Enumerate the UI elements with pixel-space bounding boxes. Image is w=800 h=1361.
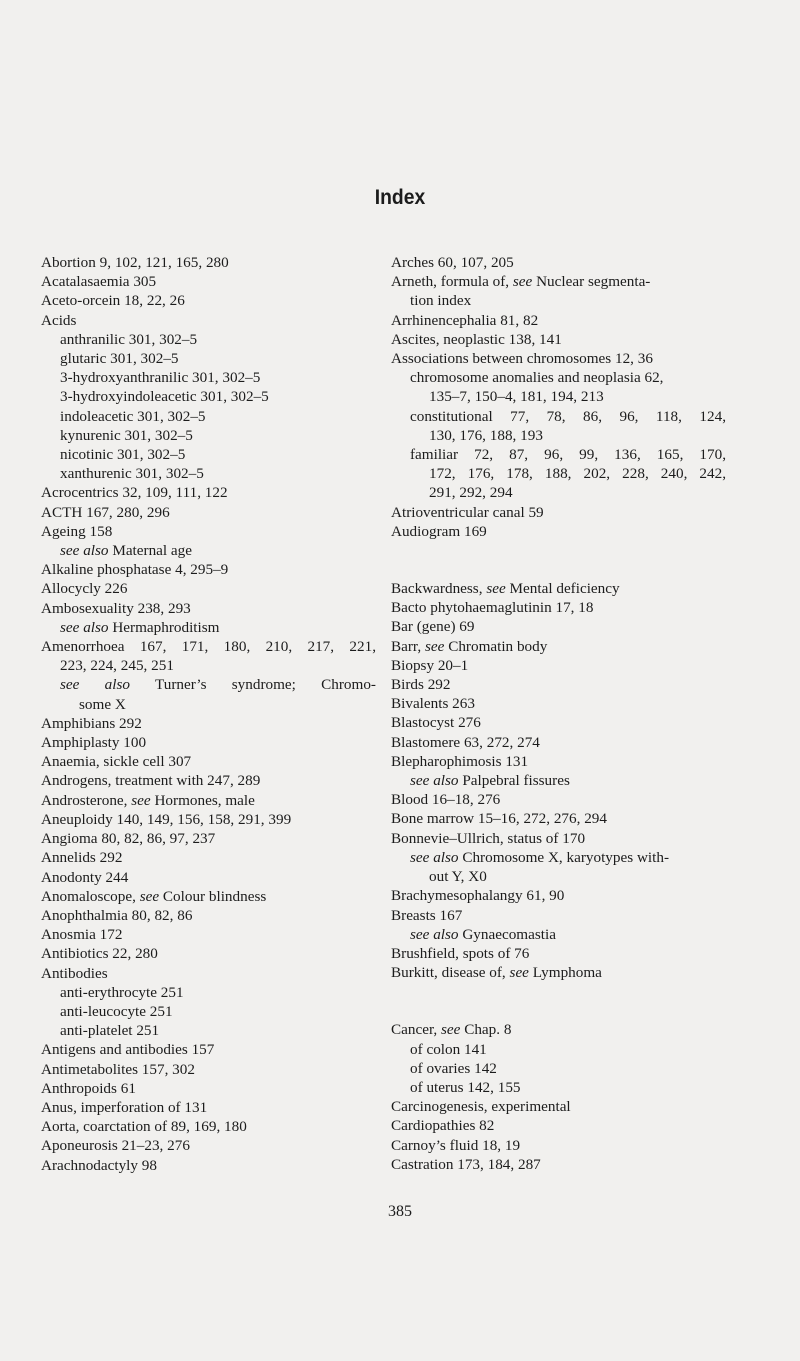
- entry-text: Anthropoids 61: [41, 1079, 136, 1097]
- index-column-left: [41, 253, 376, 1175]
- index-entry: [391, 809, 726, 828]
- index-entry: [41, 483, 376, 502]
- entry-heading: Arneth, formula of,: [391, 273, 513, 291]
- entry-text: Turner’s syndrome; Chromo-: [130, 676, 376, 694]
- entry-heading: Anomaloscope,: [41, 887, 140, 905]
- index-subentry: [41, 387, 376, 406]
- entry-text: Gynaecomastia: [458, 925, 556, 943]
- entry-text: Arrhinencephalia 81, 82: [391, 311, 539, 329]
- entry-heading: Barr,: [391, 637, 425, 655]
- entry-text: out Y, X0: [429, 868, 487, 886]
- entry-text: Chap. 8: [460, 1021, 512, 1039]
- index-entry: [41, 560, 376, 579]
- index-subentry: [41, 1021, 376, 1040]
- index-entry: [41, 868, 376, 887]
- entry-text: 135–7, 150–4, 181, 194, 213: [429, 388, 604, 406]
- entry-text: some X: [79, 695, 126, 713]
- see-reference: see also: [60, 676, 130, 694]
- entry-text: xanthurenic 301, 302–5: [60, 465, 204, 483]
- index-subentry: [41, 618, 376, 637]
- index-subentry: [391, 925, 726, 944]
- index-entry: [41, 906, 376, 925]
- index-entry: [391, 944, 726, 963]
- index-subentry: [41, 1002, 376, 1021]
- index-subentry: [41, 541, 376, 560]
- index-entry: [41, 272, 376, 291]
- index-subentry: [391, 368, 726, 387]
- index-entry: [41, 253, 376, 272]
- entry-heading: Cancer,: [391, 1021, 441, 1039]
- entry-text: Aorta, coarctation of 89, 169, 180: [41, 1118, 247, 1136]
- entry-text: Ageing 158: [41, 522, 113, 540]
- index-subentry: [391, 483, 726, 502]
- index-entry: [41, 579, 376, 598]
- entry-heading: Backwardness,: [391, 580, 487, 598]
- see-reference: see: [139, 887, 160, 905]
- index-entry: [391, 1155, 726, 1174]
- see-reference: see: [509, 964, 529, 982]
- entry-text: Brushfield, spots of 76: [391, 944, 530, 962]
- index-entry: [391, 1097, 726, 1116]
- index-subentry: [41, 407, 376, 426]
- index-entry: [391, 579, 726, 598]
- entry-text: Allocycly 226: [41, 580, 128, 598]
- index-entry: [41, 1156, 376, 1175]
- index-subentry: [41, 656, 376, 675]
- index-subentry: [41, 983, 376, 1002]
- entry-heading: Burkitt, disease of,: [391, 964, 510, 982]
- index-entry: [41, 810, 376, 829]
- see-reference: see also: [410, 848, 459, 866]
- entry-text: Acids: [41, 311, 77, 329]
- entry-text: Hermaphroditism: [108, 618, 220, 636]
- entry-text: Anodonty 244: [41, 868, 129, 886]
- entry-text: Bonnevie–Ullrich, status of 170: [391, 829, 586, 847]
- entry-text: of uterus 142, 155: [410, 1078, 521, 1096]
- index-entry: [41, 771, 376, 790]
- entry-text: Anosmia 172: [41, 926, 123, 944]
- section-gap: [391, 982, 726, 1020]
- entry-text: Birds 292: [391, 676, 451, 694]
- index-subentry: [391, 291, 726, 310]
- index-subentry: [391, 848, 726, 867]
- index-subentry: [41, 330, 376, 349]
- index-entry: [391, 733, 726, 752]
- entry-text: Breasts 167: [391, 906, 463, 924]
- entry-text: Carnoy’s fluid 18, 19: [391, 1136, 521, 1154]
- entry-text: familiar 72, 87, 96, 99, 136, 165, 170,: [410, 446, 726, 464]
- index-entry: [391, 311, 726, 330]
- entry-text: Maternal age: [108, 542, 193, 560]
- index-subentry: [391, 1040, 726, 1059]
- entry-text: Annelids 292: [41, 849, 123, 867]
- entry-text: Antigens and antibodies 157: [41, 1041, 215, 1059]
- index-subentry: [391, 445, 726, 464]
- entry-text: Antibodies: [41, 964, 108, 982]
- index-entry: [41, 1136, 376, 1155]
- entry-text: Chromosome X, karyotypes with-: [458, 848, 670, 866]
- index-entry: [41, 522, 376, 541]
- index-entry: [391, 675, 726, 694]
- entry-text: Anaemia, sickle cell 307: [41, 753, 192, 771]
- index-subentry: [391, 464, 726, 483]
- index-entry: [41, 829, 376, 848]
- entry-text: Antimetabolites 157, 302: [41, 1060, 195, 1078]
- entry-text: 172, 176, 178, 188, 202, 228, 240, 242,: [429, 465, 726, 483]
- entry-text: Acrocentrics 32, 109, 111, 122: [41, 484, 228, 502]
- entry-text: Cardiopathies 82: [391, 1117, 495, 1135]
- entry-text: of colon 141: [410, 1040, 487, 1058]
- entry-text: Carcinogenesis, experimental: [391, 1098, 571, 1116]
- entry-text: 3-hydroxyindoleacetic 301, 302–5: [60, 388, 269, 406]
- see-reference: see also: [410, 772, 459, 790]
- index-entry: [391, 790, 726, 809]
- entry-text: kynurenic 301, 302–5: [60, 426, 193, 444]
- entry-text: Biopsy 20–1: [391, 656, 469, 674]
- index-subentry: [41, 368, 376, 387]
- index-entry: [391, 349, 726, 368]
- index-entry: [391, 713, 726, 732]
- entry-text: anti-erythrocyte 251: [60, 983, 184, 1001]
- index-entry: [41, 1117, 376, 1136]
- index-entry: [41, 887, 376, 906]
- index-entry: [391, 253, 726, 272]
- index-entry: [41, 1060, 376, 1079]
- index-subentry: [391, 387, 726, 406]
- entry-text: Acatalasaemia 305: [41, 273, 157, 291]
- entry-text: Amphibians 292: [41, 714, 142, 732]
- entry-text: Associations between chromosomes 12, 36: [391, 350, 653, 368]
- entry-text: Blastomere 63, 272, 274: [391, 733, 540, 751]
- entry-text: constitutional 77, 78, 86, 96, 118, 124,: [410, 407, 726, 425]
- entry-text: 130, 176, 188, 193: [429, 426, 543, 444]
- entry-text: ACTH 167, 280, 296: [41, 503, 170, 521]
- entry-text: Aceto-orcein 18, 22, 26: [41, 292, 185, 310]
- index-entry: [41, 599, 376, 618]
- index-entry: [391, 637, 726, 656]
- index-entry: [41, 1040, 376, 1059]
- index-entry: [391, 1020, 726, 1039]
- entry-text: anti-leucocyte 251: [60, 1002, 173, 1020]
- entry-text: Blastocyst 276: [391, 714, 481, 732]
- index-entry: [41, 291, 376, 310]
- index-entry: [41, 964, 376, 983]
- entry-text: anti-platelet 251: [60, 1022, 160, 1040]
- index-entry: [391, 829, 726, 848]
- entry-text: Amenorrhoea 167, 171, 180, 210, 217, 221,: [41, 638, 376, 656]
- index-entry: [41, 925, 376, 944]
- entry-heading: Androsterone,: [41, 791, 132, 809]
- see-reference: see: [486, 580, 506, 598]
- entry-text: Hormones, male: [150, 791, 255, 809]
- index-subentry: [391, 867, 726, 886]
- section-gap: [391, 541, 726, 579]
- index-entry: [391, 522, 726, 541]
- page-title: Index: [374, 186, 426, 209]
- entry-text: Anus, imperforation of 131: [41, 1098, 208, 1116]
- entry-text: chromosome anomalies and neoplasia 62,: [410, 369, 664, 387]
- index-entry: [41, 733, 376, 752]
- entry-text: Blood 16–18, 276: [391, 791, 501, 809]
- entry-text: nicotinic 301, 302–5: [60, 446, 186, 464]
- entry-text: indoleacetic 301, 302–5: [60, 407, 206, 425]
- index-subentry: [391, 426, 726, 445]
- entry-text: Blepharophimosis 131: [391, 752, 529, 770]
- entry-text: 3-hydroxyanthranilic 301, 302–5: [60, 369, 261, 387]
- index-entry: [391, 656, 726, 675]
- see-reference: see: [512, 273, 533, 291]
- entry-text: Ascites, neoplastic 138, 141: [391, 330, 562, 348]
- index-entry: [391, 330, 726, 349]
- entry-text: Audiogram 169: [391, 522, 487, 540]
- entry-text: Androgens, treatment with 247, 289: [41, 772, 261, 790]
- index-entry: [41, 752, 376, 771]
- entry-text: Mental deficiency: [505, 580, 620, 598]
- index-subentry: [391, 1059, 726, 1078]
- index-subentry: [41, 445, 376, 464]
- entry-text: Bone marrow 15–16, 272, 276, 294: [391, 810, 607, 828]
- index-subentry: [391, 407, 726, 426]
- entry-text: Anophthalmia 80, 82, 86: [41, 906, 193, 924]
- entry-text: Aneuploidy 140, 149, 156, 158, 291, 399: [41, 810, 292, 828]
- entry-text: Chromatin body: [444, 637, 548, 655]
- index-subentry: [391, 771, 726, 790]
- entry-text: Aponeurosis 21–23, 276: [41, 1137, 190, 1155]
- see-reference: see: [131, 791, 151, 809]
- entry-text: Abortion 9, 102, 121, 165, 280: [41, 254, 229, 271]
- index-subentry: [391, 1078, 726, 1097]
- see-reference: see also: [410, 925, 459, 943]
- index-entry: [41, 637, 376, 656]
- entry-text: Bivalents 263: [391, 695, 475, 713]
- index-entry: [41, 714, 376, 733]
- index-entry: [41, 848, 376, 867]
- entry-text: Nuclear segmenta-: [532, 273, 651, 291]
- index-entry: [41, 503, 376, 522]
- index-entry: [41, 1098, 376, 1117]
- entry-text: Bar (gene) 69: [391, 618, 475, 636]
- index-entry: [391, 272, 726, 291]
- index-entry: [391, 886, 726, 905]
- entry-text: Castration 173, 184, 287: [391, 1155, 541, 1173]
- index-entry: [391, 598, 726, 617]
- entry-text: Antibiotics 22, 280: [41, 945, 158, 963]
- see-reference: see also: [60, 618, 109, 636]
- index-entry: [391, 752, 726, 771]
- index-entry: [41, 791, 376, 810]
- index-subentry: [41, 675, 376, 694]
- entry-text: Alkaline phosphatase 4, 295–9: [41, 561, 229, 579]
- index-subentry: [41, 349, 376, 368]
- index-entry: [391, 694, 726, 713]
- entry-text: Arches 60, 107, 205: [391, 254, 514, 271]
- entry-text: of ovaries 142: [410, 1059, 497, 1077]
- see-reference: see: [424, 637, 445, 655]
- entry-text: 223, 224, 245, 251: [60, 657, 174, 675]
- entry-text: tion index: [410, 292, 472, 310]
- index-subentry: [41, 426, 376, 445]
- entry-text: Ambosexuality 238, 293: [41, 599, 191, 617]
- entry-text: Bacto phytohaemaglutinin 17, 18: [391, 599, 594, 617]
- entry-text: glutaric 301, 302–5: [60, 350, 179, 368]
- index-entry: [391, 906, 726, 925]
- index-entry: [41, 311, 376, 330]
- index-subentry: [41, 695, 376, 714]
- entry-text: Arachnodactyly 98: [41, 1156, 157, 1174]
- index-entry: [391, 503, 726, 522]
- entry-text: Atrioventricular canal 59: [391, 503, 544, 521]
- entry-text: 291, 292, 294: [429, 484, 513, 502]
- page-number: 385: [388, 1203, 412, 1220]
- entry-text: Colour blindness: [159, 887, 267, 905]
- index-entry: [391, 1116, 726, 1135]
- entry-text: Angioma 80, 82, 86, 97, 237: [41, 830, 216, 848]
- entry-text: Amphiplasty 100: [41, 734, 147, 752]
- entry-text: Palpebral fissures: [458, 772, 570, 790]
- index-entry: [391, 617, 726, 636]
- entry-text: Brachymesophalangy 61, 90: [391, 887, 565, 905]
- index-subentry: [41, 464, 376, 483]
- index-entry: [41, 944, 376, 963]
- entry-text: Lymphoma: [528, 964, 602, 982]
- index-entry: [391, 963, 726, 982]
- entry-text: anthranilic 301, 302–5: [60, 330, 198, 348]
- index-entry: [41, 1079, 376, 1098]
- see-reference: see: [441, 1021, 461, 1039]
- see-reference: see also: [60, 542, 109, 560]
- index-column-right: [391, 253, 726, 1174]
- index-entry: [391, 1136, 726, 1155]
